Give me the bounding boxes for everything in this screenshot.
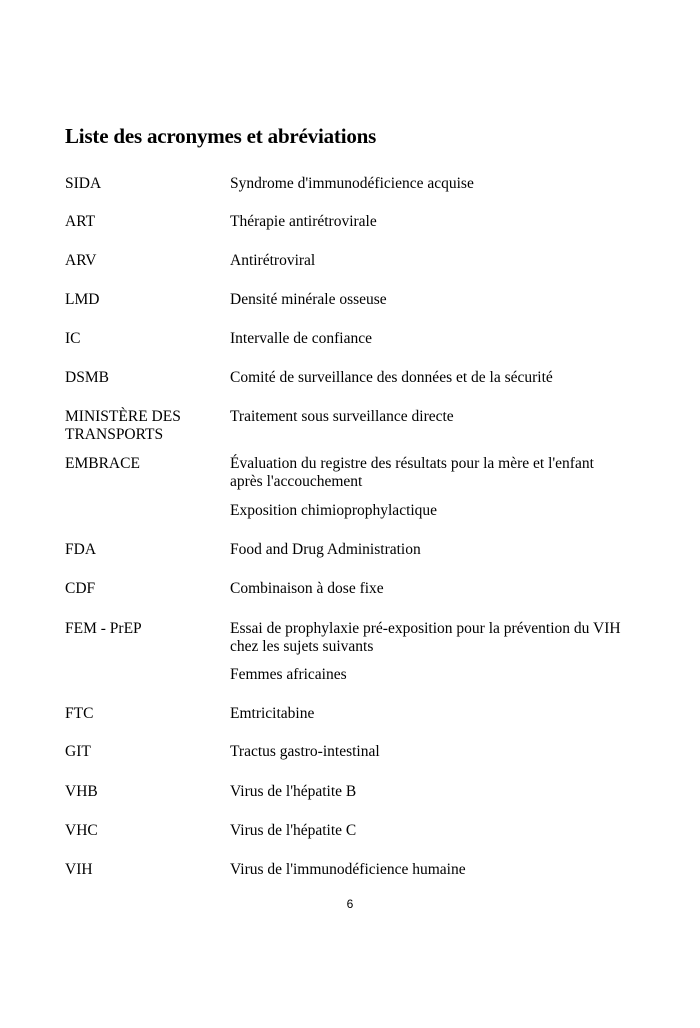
- acronym-definition: Virus de l'immunodéficience humaine: [230, 861, 466, 878]
- acronym: FTC: [65, 705, 94, 722]
- acronym-definition: Tractus gastro-intestinal: [230, 743, 380, 760]
- acronym: GIT: [65, 743, 91, 760]
- acronym-definition: Comité de surveillance des données et de la sécurité: [230, 369, 553, 386]
- acronym-definition: Emtricitabine: [230, 705, 315, 722]
- acronym: IC: [65, 330, 81, 347]
- acronym-definition: Virus de l'hépatite C: [230, 822, 357, 839]
- acronym: CDF: [65, 580, 96, 597]
- acronym-definition: Antirétroviral: [230, 252, 316, 269]
- acronym-definition: Food and Drug Administration: [230, 541, 421, 558]
- acronym: SIDA: [65, 175, 102, 192]
- acronym: ART: [65, 213, 96, 230]
- acronym: FEM - PrEP: [65, 620, 142, 637]
- acronym: EMBRACE: [65, 455, 140, 472]
- acronym: FDA: [65, 541, 97, 558]
- acronym: ARV: [65, 252, 97, 269]
- acronym-definition: Combinaison à dose fixe: [230, 580, 384, 597]
- acronym: VIH: [65, 861, 93, 878]
- page-number: 6: [346, 897, 354, 911]
- acronym: LMD: [65, 291, 100, 308]
- acronym: VHB: [65, 783, 98, 800]
- acronym: DSMB: [65, 369, 109, 386]
- acronym-definition: Densité minérale osseuse: [230, 291, 387, 308]
- acronym-definition: Thérapie antirétrovirale: [230, 213, 377, 230]
- acronym-definition: Femmes africaines: [230, 666, 347, 683]
- acronym-definition: Exposition chimioprophylactique: [230, 502, 438, 519]
- acronym-definition: Évaluation du registre des résultats pour la mère et l'enfant après l'accouchement: [230, 455, 594, 490]
- acronym: VHC: [65, 822, 98, 839]
- acronym-definition: Traitement sous surveillance directe: [230, 408, 454, 425]
- acronym: MINISTÈRE DES TRANSPORTS: [65, 408, 181, 443]
- acronym-definition: Syndrome d'immunodéficience acquise: [230, 175, 474, 192]
- page-title: Liste des acronymes et abréviations: [65, 124, 377, 148]
- acronym-definition: Intervalle de confiance: [230, 330, 372, 347]
- acronym-definition: Virus de l'hépatite B: [230, 783, 357, 800]
- acronym-definition: Essai de prophylaxie pré-exposition pour la prévention du VIH chez les sujets suivants: [230, 620, 621, 655]
